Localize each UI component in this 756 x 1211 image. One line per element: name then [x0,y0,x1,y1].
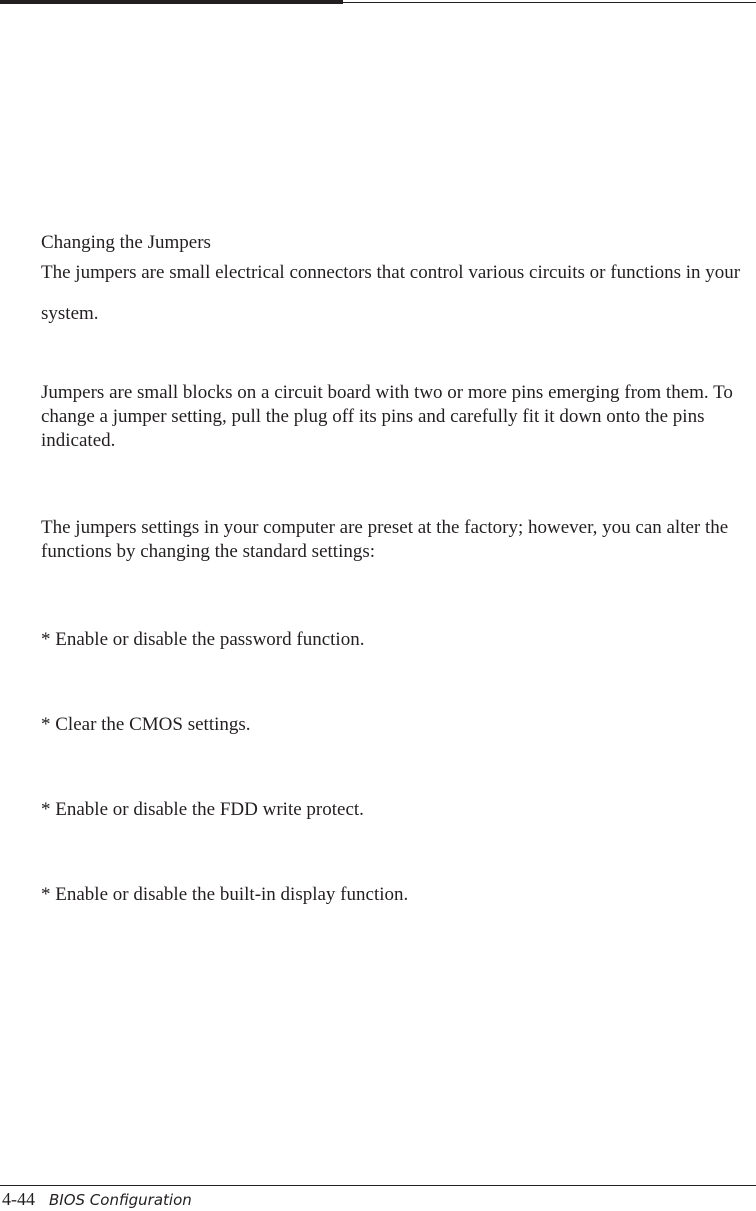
header-rule-thin [343,2,756,3]
list-item: * Enable or disable the password function. [41,629,365,650]
page-content [41,231,753,907]
footer-rule [0,1185,756,1186]
list-item: * Enable or disable the built-in display function. [41,884,409,905]
jumpers-paragraph: Jumpers are small blocks on a circuit board with two or more pins emerging from them. To change a jumper setting, pull the plug off its pins and carefully fit it down onto the pins indicated. [41,382,733,451]
section-heading: Changing the Jumpers [41,232,211,253]
list-item: * Enable or disable the FDD write protect. [41,799,364,820]
intro-paragraph: The jumpers are small electrical connectors that control various circuits or functions in your [41,262,741,283]
footer-section-title: BIOS Configuration [49,1191,192,1209]
list-item: * Clear the CMOS settings. [41,714,251,735]
intro-paragraph-continuation: system. [41,303,99,324]
preset-paragraph: The jumpers settings in your computer are preset at the factory; however, you can alter the functions by changing the standard settings: [41,517,729,562]
header-rule-thick [0,0,343,4]
page-number: 4-44 [2,1189,35,1209]
page-footer [2,1188,192,1211]
